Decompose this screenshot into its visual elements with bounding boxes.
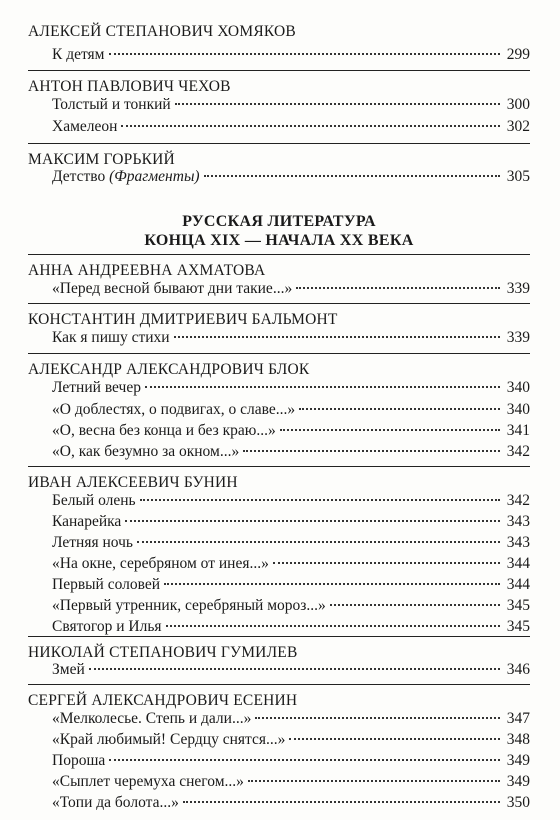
toc-entry: «Сыплет черемуха снегом...» 349: [52, 773, 530, 790]
toc-entry: Первый соловей 344: [52, 576, 530, 593]
toc-entry: Змей 346: [52, 661, 530, 678]
toc-entry: Канарейка 343: [52, 513, 530, 530]
author-gorky: МАКСИМ ГОРЬКИЙ: [28, 143, 530, 176]
toc-entry: «Край любимый! Сердцу снятся...» 348: [52, 731, 530, 748]
toc-entry: «О, весна без конца и без краю...» 341: [52, 422, 530, 439]
author-gumilev: НИКОЛАЙ СТЕПАНОВИЧ ГУМИЛЕВ: [28, 636, 530, 669]
author-esenin: СЕРГЕЙ АЛЕКСАНДРОВИЧ ЕСЕНИН: [28, 684, 530, 717]
toc-entry: Святогор и Илья 345: [52, 618, 530, 635]
author-bunin: ИВАН АЛЕКСЕЕВИЧ БУНИН: [28, 466, 530, 499]
author-chekhov: АНТОН ПАВЛОВИЧ ЧЕХОВ: [28, 70, 530, 103]
toc-entry: Детство (Фрагменты) 305: [52, 168, 530, 185]
toc-entry: Белый олень 342: [52, 492, 530, 509]
toc-entry: Пороша 349: [52, 752, 530, 769]
toc-entry: «О доблестях, о подвигах, о славе...» 340: [52, 401, 530, 418]
author-blok: АЛЕКСАНДР АЛЕКСАНДРОВИЧ БЛОК: [28, 353, 530, 386]
toc-entry: Как я пишу стихи 339: [52, 329, 530, 346]
author-balmont: КОНСТАНТИН ДМИТРИЕВИЧ БАЛЬМОНТ: [28, 303, 530, 336]
toc-entry: К детям 299: [52, 46, 530, 63]
section-heading-line2: КОНЦА XIX — НАЧАЛА XX ВЕКА: [144, 232, 414, 249]
toc-entry: «На окне, серебряном от инея...» 344: [52, 555, 530, 572]
toc-entry: «Первый утренник, серебряный мороз...» 345: [52, 597, 530, 614]
toc-entry: «О, как безумно за окном...» 342: [52, 443, 530, 460]
toc-entry: Хамелеон 302: [52, 118, 530, 135]
toc-entry: «Мелколесье. Степь и дали...» 347: [52, 710, 530, 727]
author-khomyakov: АЛЕКСЕЙ СТЕПАНОВИЧ ХОМЯКОВ: [28, 23, 296, 40]
toc-entry: Летняя ночь 343: [52, 534, 530, 551]
toc-entry: Летний вечер 340: [52, 379, 530, 396]
toc-entry: «Перед весной бывают дни такие...» 339: [52, 280, 530, 297]
toc-entry: «Топи да болота...» 350: [52, 794, 530, 811]
section-heading-line1: РУССКАЯ ЛИТЕРАТУРА: [182, 213, 376, 230]
author-akhmatova: АННА АНДРЕЕВНА АХМАТОВА: [28, 254, 530, 287]
toc-entry: Толстый и тонкий 300: [52, 96, 530, 113]
